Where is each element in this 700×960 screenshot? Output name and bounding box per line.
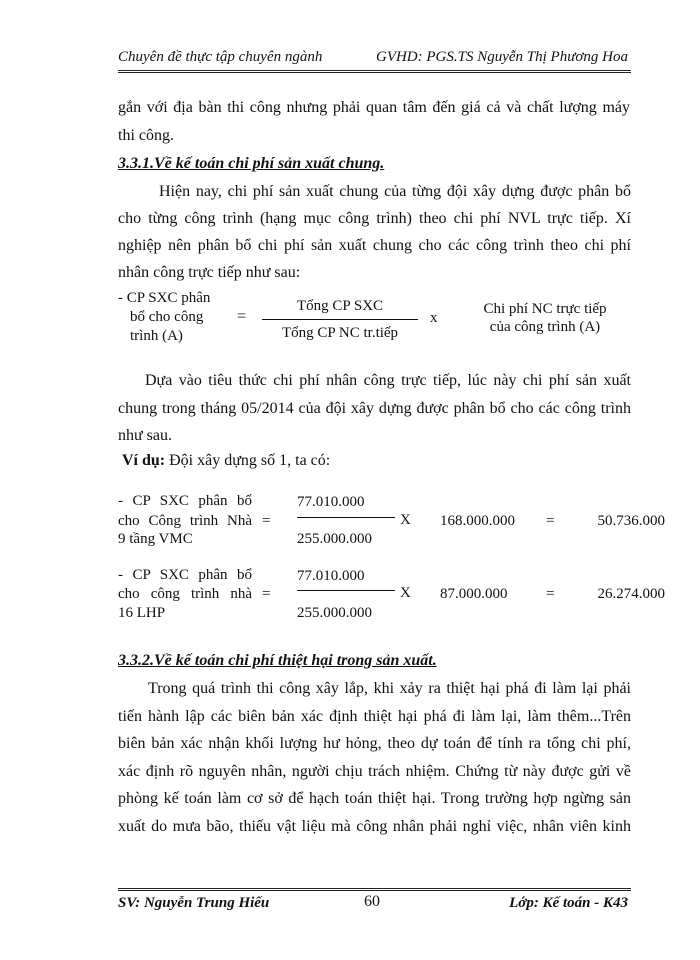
formula-numerator: Tổng CP SXC (296, 298, 384, 314)
footer-left: SV: Nguyễn Trung Hiếu (118, 895, 270, 911)
footer-rule (118, 888, 631, 891)
paragraph-line: xác định rõ nguyên nhân, người chịu trách nhiệm. Chứng từ này được gửi về (118, 763, 631, 780)
section-heading: 3.3.2.Về kế toán chi phí thiệt hại trong sản xuất. (118, 652, 437, 669)
calc-label-line: 16 LHP (118, 605, 166, 621)
header-rule (118, 70, 631, 73)
paragraph-line: thi công. (118, 127, 174, 144)
formula-right-line: Chi phí NC trực tiếp (483, 301, 607, 317)
paragraph-line: xuất do mưa bão, thiếu vật liệu mà công nhân phải nghỉ việc, nhân viên kinh (118, 818, 631, 835)
calc-equals2: = (546, 513, 555, 529)
formula-label-line: - CP SXC phân (118, 290, 211, 306)
paragraph-line: như sau. (118, 427, 172, 444)
formula-denominator: Tổng CP NC tr.tiếp (281, 325, 399, 341)
calc-label-line: cho công trình nhà (118, 586, 252, 602)
header-left: Chuyên đề thực tập chuyên ngành (118, 49, 323, 65)
calc-factor: 168.000.000 (440, 513, 515, 529)
page-number: 60 (364, 893, 380, 910)
calc-result: 26.274.000 (597, 586, 665, 602)
formula-equals: = (237, 308, 247, 325)
header-right: GVHD: PGS.TS Nguyễn Thị Phương Hoa (375, 49, 628, 65)
paragraph-line: nhân công trực tiếp như sau: (118, 264, 301, 281)
example-label: Ví dụ: (122, 452, 166, 469)
paragraph-line: biên bản xác nhận khối lượng hư hỏng, theo dự toán để tính ra tổng chi phí, (118, 735, 631, 752)
section-heading: 3.3.1.Về kế toán chi phí sản xuất chung. (118, 155, 385, 172)
paragraph-line: Hiện nay, chi phí sản xuất chung của từng đội xây dựng được phân bổ (159, 183, 631, 200)
footer-right: Lớp: Kế toán - K43 (509, 895, 628, 911)
formula-right-line: của công trình (A) (489, 319, 601, 335)
example-line (122, 452, 330, 470)
fraction-bar (262, 319, 418, 320)
calc-label-line: - CP SXC phân bổ (118, 493, 252, 509)
paragraph-line: Trong quá trình thi công xây lắp, khi xảy ra thiệt hại phá đi làm lại phải (148, 680, 631, 697)
calc-label-line: 9 tầng VMC (118, 531, 193, 547)
calc-label-line: cho Công trình Nhà (118, 513, 252, 529)
formula-times: x (430, 310, 438, 326)
calc-factor: 87.000.000 (440, 586, 508, 602)
fraction-bar (297, 517, 395, 518)
calc-equals2: = (546, 586, 555, 602)
paragraph-line: tiến hành lập các biên bản xác định thiệt hại phá đi làm lại, làm thêm...Trên (118, 708, 631, 725)
paragraph-line: gắn với địa bàn thi công nhưng phải quan tâm đến giá cả và chất lượng máy (118, 99, 630, 116)
calc-equals: = (262, 586, 271, 602)
formula-label-line: bổ cho công (130, 309, 204, 325)
calc-label-line: - CP SXC phân bổ (118, 567, 252, 583)
paragraph-line: nghiệp nên phân bổ chi phí sản xuất chung cho các công trình theo chi phí (118, 237, 631, 254)
calc-result: 50.736.000 (597, 513, 665, 529)
calc-times: X (400, 512, 411, 528)
fraction-bar (297, 590, 395, 591)
paragraph-line: Dựa vào tiêu thức chi phí nhân công trực tiếp, lúc này chi phí sản xuất (145, 372, 631, 389)
calc-equals: = (262, 513, 271, 529)
calc-numerator: 77.010.000 (297, 494, 365, 510)
calc-denominator: 255.000.000 (297, 531, 372, 547)
example-text: Đội xây dựng số 1, ta có: (169, 452, 331, 469)
paragraph-line: phòng kế toán làm cơ sở để hạch toán thiệt hại. Trong trường hợp ngừng sản (118, 790, 631, 807)
paragraph-line: chung trong tháng 05/2014 của đội xây dựng được phân bổ cho các công trình (118, 400, 631, 417)
calc-denominator: 255.000.000 (297, 605, 372, 621)
paragraph-line: cho từng công trình (hạng mục công trình) theo chi phí NVL trực tiếp. Xí (118, 210, 631, 227)
calc-numerator: 77.010.000 (297, 568, 365, 584)
formula-label-line: trình (A) (130, 328, 183, 344)
calc-times: X (400, 585, 411, 601)
